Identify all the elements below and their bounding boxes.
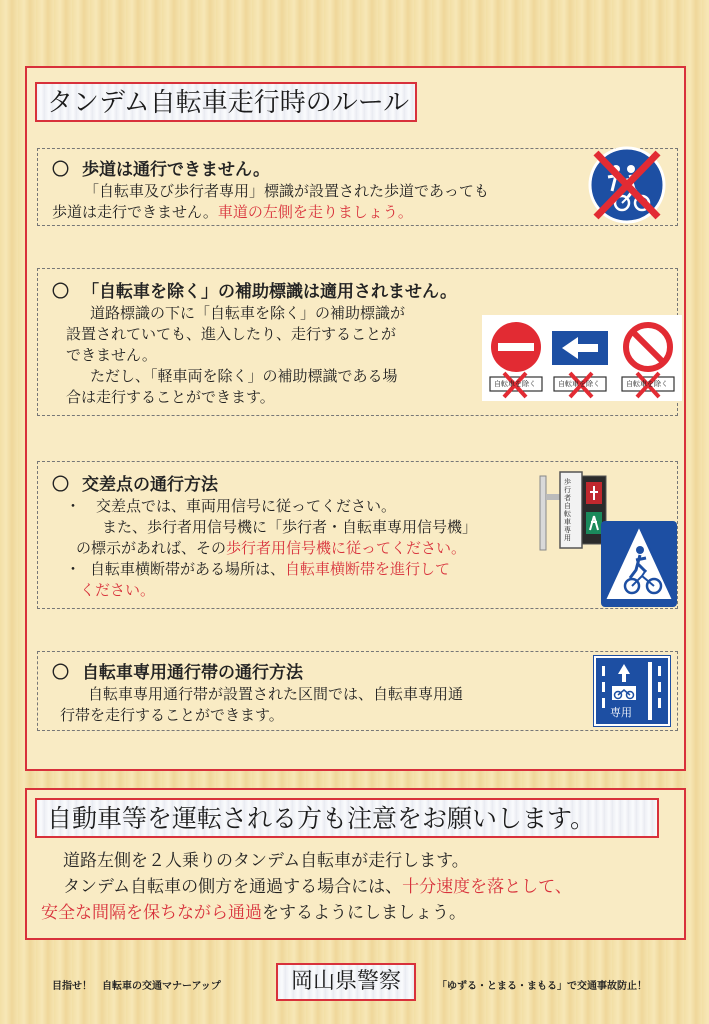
body-line: 合は走行することができます。: [66, 388, 275, 406]
body-line: 歩道は走行できません。: [52, 203, 218, 221]
body-line: 道路標識の下に「自転車を除く」の補助標識が: [90, 304, 406, 322]
body-line: 自転車横断帯がある場所は、: [90, 560, 286, 578]
body-line-emphasis: 車道の左側を走りましょう。: [217, 203, 413, 221]
section-bicycle-lane: [37, 651, 678, 731]
rules-panel: [25, 66, 686, 771]
body-line: タンデム自転車の側方を通過する場合には、: [63, 877, 403, 897]
footer-slogan-left: 目指せ！ 自転車の交通マナーアップ: [52, 981, 221, 992]
body-line: の標示があれば、その: [76, 539, 227, 557]
section-intersection: [37, 461, 678, 609]
bicycle-crossing-sign-icon: [600, 520, 678, 608]
body-line: 行帯を走行することができます。: [60, 706, 284, 724]
bullet: ・: [65, 497, 81, 515]
body-line: 自転車専用通行帯が設置された区間では、自転車専用通: [88, 685, 464, 703]
drivers-heading: 自動車等を運転される方も注意をお願いします。: [35, 798, 659, 838]
drivers-body: [41, 848, 572, 926]
rules-heading: タンデム自転車走行時のルール: [35, 82, 417, 122]
body-line-emphasis: 安全な間隔を保ちながら通過: [41, 903, 262, 923]
section-title: [52, 277, 457, 302]
section-title: [52, 155, 270, 180]
auxiliary-plate-label: 自転車を除く: [626, 380, 668, 388]
no-bicycle-pedestrian-sign-icon: [586, 145, 668, 225]
section-title-text: 「自転車を除く」の補助標識は適用されません。: [82, 282, 458, 302]
section-body: [60, 496, 477, 601]
circle-marker: 〇: [52, 282, 69, 302]
body-line: をするようにしましょう。: [262, 903, 466, 923]
lane-sign-label: 専用: [610, 706, 632, 719]
section-title: [52, 658, 303, 683]
body-line-emphasis: 歩行者用信号機に従ってください。: [226, 539, 467, 557]
section-auxiliary-sign: [37, 268, 678, 416]
body-line: 「自転車及び歩行者専用」標識が設置された歩道であっても: [84, 182, 489, 200]
signal-plate-label: 歩行者自転車専用: [564, 478, 571, 542]
section-title-text: 自転車専用通行帯の通行方法: [82, 663, 303, 683]
body-line: 交差点では、車両用信号に従ってください。: [96, 497, 397, 515]
circle-marker: 〇: [52, 475, 69, 495]
circle-marker: 〇: [52, 663, 69, 683]
body-line-emphasis: ください。: [80, 581, 156, 599]
auxiliary-plate-label: 自転車を除く: [494, 380, 536, 388]
body-line-emphasis: 自転車横断帯を進行して: [285, 560, 451, 578]
body-line: できません。: [66, 346, 157, 364]
body-line: 道路左側を２人乗りのタンデム自転車が走行します。: [63, 851, 469, 871]
pedestrian-bicycle-signal-icon: [538, 468, 608, 554]
drivers-panel: [25, 788, 686, 940]
bullet: ・: [65, 560, 81, 578]
auxiliary-signs-group: [482, 315, 682, 401]
section-title-text: 交差点の通行方法: [82, 475, 218, 495]
police-logo-box: 岡山県警察: [276, 963, 416, 1001]
body-line: また、歩行者用信号機に「歩行者・自転車専用信号機」: [102, 518, 478, 536]
body-line-emphasis: 十分速度を落として、: [402, 877, 572, 897]
section-title: [52, 470, 218, 495]
section-body: [60, 684, 463, 726]
section-sidewalk: [37, 148, 678, 226]
section-body: [52, 181, 489, 223]
bicycle-lane-sign-icon: [596, 658, 668, 724]
auxiliary-plate-label: 自転車を除く: [558, 380, 600, 388]
footer-slogan-right: 「ゆずる・とまる・まもる」で交通事故防止！: [437, 981, 647, 992]
body-line: 設置されていても、進入したり、走行することが: [66, 325, 397, 343]
section-title-text: 歩道は通行できません。: [82, 160, 271, 180]
circle-marker: 〇: [52, 160, 69, 180]
body-line: ただし、「軽車両を除く」の補助標識である場: [90, 367, 398, 385]
bicycle-lane-sign: [594, 656, 670, 726]
section-body: [66, 303, 405, 408]
